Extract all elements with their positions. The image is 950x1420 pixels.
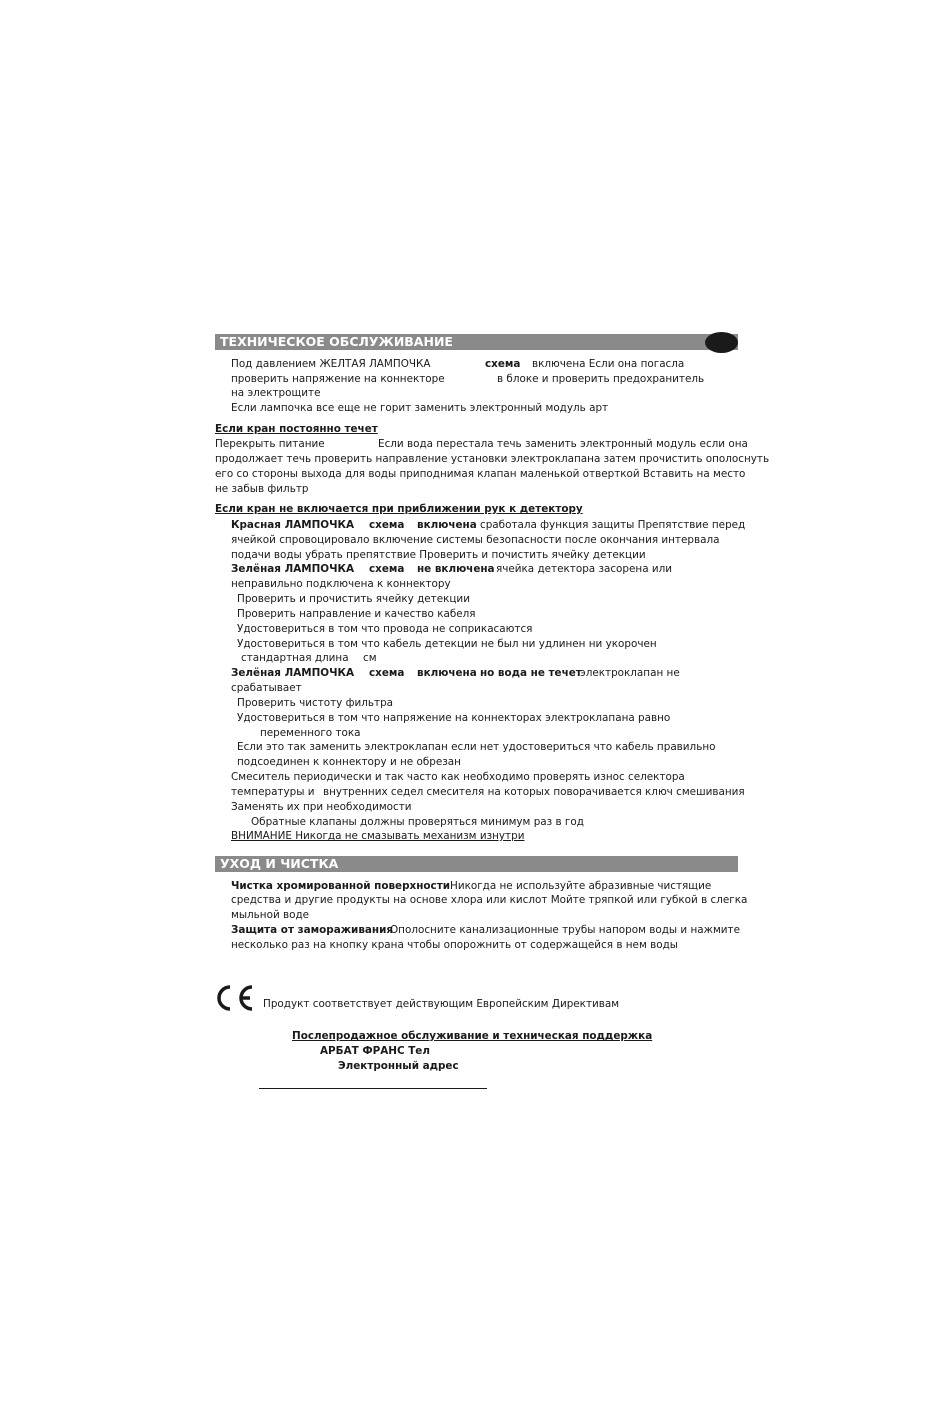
footer-divider — [259, 1088, 487, 1089]
mixer-line-1: Смеситель периодически и так часто как необходимо проверять износ селектора — [231, 771, 685, 783]
red-on-label: включена — [417, 519, 477, 531]
valve-check-2b: переменного тока — [260, 727, 361, 739]
frost-text-1: Ополосните канализационные трубы напором воды и нажмите — [390, 924, 740, 936]
support-title: Послепродажное обслуживание и техническая поддержка — [292, 1030, 653, 1042]
valve-text-2: срабатывает — [231, 682, 302, 694]
valve-check-1: Проверить чистоту фильтра — [237, 697, 394, 709]
ce-mark-icon — [214, 984, 256, 1012]
chrome-text-2: средства и другие продукты на основе хлора или кислот Мойте тряпкой или губкой в слегка — [231, 894, 748, 906]
care-header-bar — [215, 856, 738, 872]
mixer-line-3: Заменять их при необходимости — [231, 801, 412, 813]
maintenance-line-1a: Под давлением ЖЕЛТАЯ ЛАМПОЧКА — [231, 358, 431, 370]
green-check-4-length: стандартная длина — [241, 652, 349, 664]
page-tab-marker — [705, 332, 738, 353]
chrome-text-3: мыльной воде — [231, 909, 310, 921]
valve-check-3: Если это так заменить электроклапан если нет удостовериться что кабель правильно — [237, 741, 716, 753]
valve-check-3b: подсоединен к коннектору и не обрезан — [237, 756, 461, 768]
leak-line-4: не забыв фильтр — [215, 483, 309, 495]
green-lamp-label-1: Зелёная ЛАМПОЧКА — [231, 563, 355, 575]
leak-line-1b: Если вода перестала течь заменить электронный модуль если она — [378, 438, 748, 450]
red-scheme-label: схема — [369, 519, 405, 531]
red-text-1: сработала функция защиты Препятствие перед — [480, 519, 746, 531]
green-check-2: Проверить направление и качество кабеля — [237, 608, 476, 620]
support-company: АРБАТ ФРАНС Тел — [320, 1045, 430, 1057]
green-lamp-label-2: Зелёная ЛАМПОЧКА — [231, 667, 355, 679]
green-check-1: Проверить и прочистить ячейку детекции — [237, 593, 470, 605]
maintenance-line-2b: в блоке и проверить предохранитель — [497, 373, 705, 385]
leak-line-1a: Перекрыть питание — [215, 438, 325, 450]
valve-check-2: Удостовериться в том что напряжение на коннекторах электроклапана равно — [237, 712, 671, 724]
red-lamp-label: Красная ЛАМПОЧКА — [231, 519, 355, 531]
chrome-text-1: Никогда не используйте абразивные чистящие — [450, 880, 712, 892]
frost-text-2: несколько раз на кнопку крана чтобы опорожнить от содержащейся в нем воды — [231, 939, 678, 951]
valve-text-1: электроклапан не — [580, 667, 680, 679]
leak-line-3: его со стороны выхода для воды приподнимая клапан маленькой отверткой Вставить на место — [215, 468, 746, 480]
leak-title: Если кран постоянно течет — [215, 423, 378, 435]
care-header: УХОД И ЧИСТКА — [220, 856, 339, 871]
maintenance-line-4: Если лампочка все еще не горит заменить электронный модуль арт — [231, 402, 609, 414]
maintenance-line-1c: включена Если она погасла — [532, 358, 685, 370]
support-email-label: Электронный адрес — [338, 1060, 459, 1072]
green-not-on-label: не включена — [417, 563, 495, 575]
green-scheme-label-1: схема — [369, 563, 405, 575]
red-text-2: ячейкой спровоцировало включение системы безопасности после окончания интервала — [231, 534, 720, 546]
leak-line-2: продолжает течь проверить направление установки электроклапана затем прочистить ополоснуть — [215, 453, 770, 465]
red-text-3: подачи воды убрать препятствие Проверить и почистить ячейку детекции — [231, 549, 646, 561]
green-text-2: неправильно подключена к коннектору — [231, 578, 451, 590]
maintenance-header: ТЕХНИЧЕСКОЕ ОБСЛУЖИВАНИЕ — [220, 334, 453, 349]
green-no-water-label: но вода не течет — [480, 667, 582, 679]
green-check-4: Удостовериться в том что кабель детекции не был ни удлинен ни укорочен — [237, 638, 657, 650]
maintenance-header-bar — [215, 334, 738, 350]
maintenance-line-1b: схема — [485, 358, 521, 370]
maintenance-line-3: на электрощите — [231, 387, 321, 399]
green-check-3: Удостовериться в том что провода не соприкасаются — [237, 623, 533, 635]
check-valves-line: Обратные клапаны должны проверяться минимум раз в год — [251, 816, 584, 828]
mixer-line-2a: температуры и — [231, 786, 315, 798]
frost-title: Защита от замораживания — [231, 924, 394, 936]
green-scheme-label-2: схема — [369, 667, 405, 679]
mixer-line-2b: внутренних седел смесителя на которых поворачивается ключ смешивания — [323, 786, 745, 798]
noactivate-title: Если кран не включается при приближении рук к детектору — [215, 503, 583, 515]
green-text-1: ячейка детектора засорена или — [496, 563, 673, 575]
maintenance-line-2a: проверить напряжение на коннекторе — [231, 373, 445, 385]
green-on-label: включена — [417, 667, 477, 679]
chrome-title: Чистка хромированной поверхности — [231, 880, 451, 892]
ce-compliance-text: Продукт соответствует действующим Европейским Директивам — [263, 998, 620, 1010]
green-check-4-unit: см — [363, 652, 377, 664]
warning-line: ВНИМАНИЕ Никогда не смазывать механизм изнутри — [231, 830, 525, 842]
